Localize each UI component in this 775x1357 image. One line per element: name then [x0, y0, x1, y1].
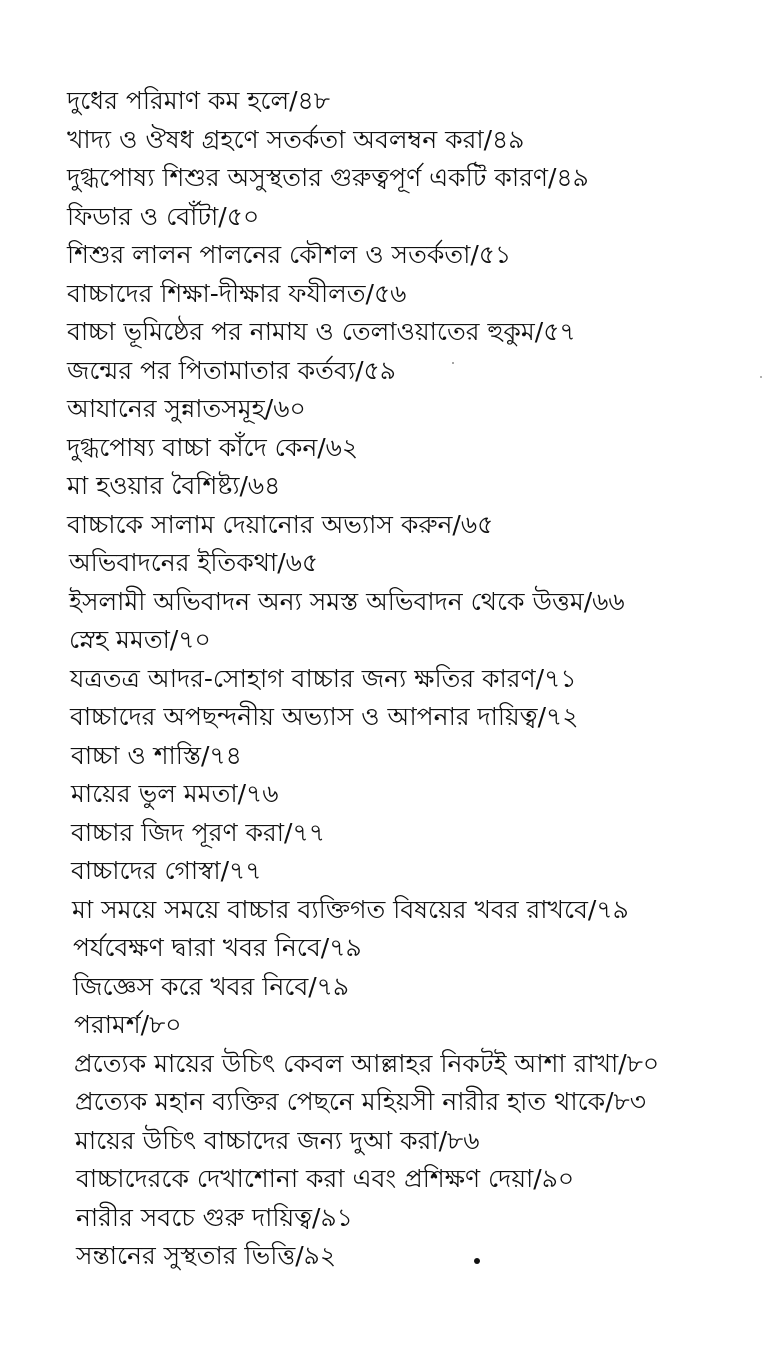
ink-speck — [474, 1258, 480, 1264]
toc-entry: যত্রতত্র আদর-সোহাগ বাচ্চার জন্য ক্ষতির কারণ/৭১ — [70, 663, 577, 693]
toc-entry: মা হওয়ার বৈশিষ্ট্য/৬৪ — [67, 471, 281, 500]
toc-entry: পর্যবেক্ষণ দ্বারা খবর নিবে/৭৯ — [73, 933, 362, 962]
toc-entry: মা সময়ে সময়ে বাচ্চার ব্যক্তিগত বিষয়ের খবর রাখবে/৭৯ — [72, 894, 629, 924]
table-of-contents — [0, 82, 775, 1276]
toc-entry: দুগ্ধপোষ্য শিশুর অসুস্থতার গুরুত্বপূর্ণ একটি কারণ/৪৯ — [67, 163, 589, 192]
toc-entry: মায়ের উচিৎ বাচ্চাদের জন্য দুআ করা/৮৬ — [75, 1125, 480, 1155]
toc-entry: জিজ্ঞেস করে খবর নিবে/৭৯ — [73, 971, 350, 1001]
toc-entry: খাদ্য ও ঔষধ গ্রহণে সতর্কতা অবলম্বন করা/৪৯ — [67, 124, 525, 154]
toc-entry: বাচ্চাদের অপছন্দনীয় অভ্যাস ও আপনার দায়িত্ব/৭২ — [70, 702, 579, 731]
toc-entry: আযানের সুন্নাতসমূহ/৬০ — [67, 394, 306, 423]
toc-entry: অভিবাদনের ইতিকথা/৬৫ — [69, 548, 319, 577]
toc-entry: বাচ্চা ও শাস্তি/৭৪ — [71, 740, 242, 770]
toc-entry: জন্মের পর পিতামাতার কর্তব্য/৫৯ — [67, 355, 396, 385]
toc-entry: স্নেহ মমতা/৭০ — [69, 625, 211, 654]
toc-entry: পরামর্শ/৮০ — [74, 1010, 182, 1039]
toc-entry: বাচ্চা ভূমিষ্ঠের পর নামায ও তেলাওয়াতের হুকুম/৫৭ — [67, 317, 576, 346]
toc-entry: বাচ্চাদের গোস্বা/৭৭ — [71, 856, 262, 885]
toc-entry: প্রত্যেক মায়ের উচিৎ কেবল আল্লাহর নিকটই আশা রাখা/৮০ — [74, 1048, 660, 1078]
toc-entry: ইসলামী অভিবাদন অন্য সমস্ত অভিবাদন থেকে উত্তম/৬৬ — [69, 586, 625, 616]
toc-entry: বাচ্চাদের শিক্ষা-দীক্ষার ফযীলত/৫৬ — [67, 278, 407, 308]
toc-entry: নারীর সবচে গুরু দায়িত্ব/৯১ — [76, 1202, 353, 1232]
toc-entry: মায়ের ভুল মমতা/৭৬ — [71, 779, 279, 808]
toc-entry: সন্তানের সুস্থতার ভিত্তি/৯২ — [76, 1241, 337, 1270]
toc-entry: দুগ্ধপোষ্য বাচ্চা কাঁদে কেন/৬২ — [67, 432, 359, 462]
toc-entry: শিশুর লালন পালনের কৌশল ও সতর্কতা/৫১ — [67, 240, 512, 269]
toc-entry: প্রত্যেক মহান ব্যক্তির পেছনে মহিয়সী নারীর হাত থাকে/৮৩ — [75, 1087, 647, 1116]
ink-speck — [760, 376, 762, 378]
toc-entry: বাচ্চাদেরকে দেখাশোনা করা এবং প্রশিক্ষণ দেয়া/৯০ — [76, 1164, 575, 1193]
ink-speck — [452, 362, 454, 364]
toc-entry: বাচ্চার জিদ পূরণ করা/৭৭ — [71, 817, 325, 847]
toc-entry: ফিডার ও বোঁটা/৫০ — [67, 201, 260, 231]
toc-entry: বাচ্চাকে সালাম দেয়ানোর অভ্যাস করুন/৬৫ — [67, 509, 494, 539]
toc-entry: দুধের পরিমাণ কম হলে/৪৮ — [67, 86, 330, 115]
